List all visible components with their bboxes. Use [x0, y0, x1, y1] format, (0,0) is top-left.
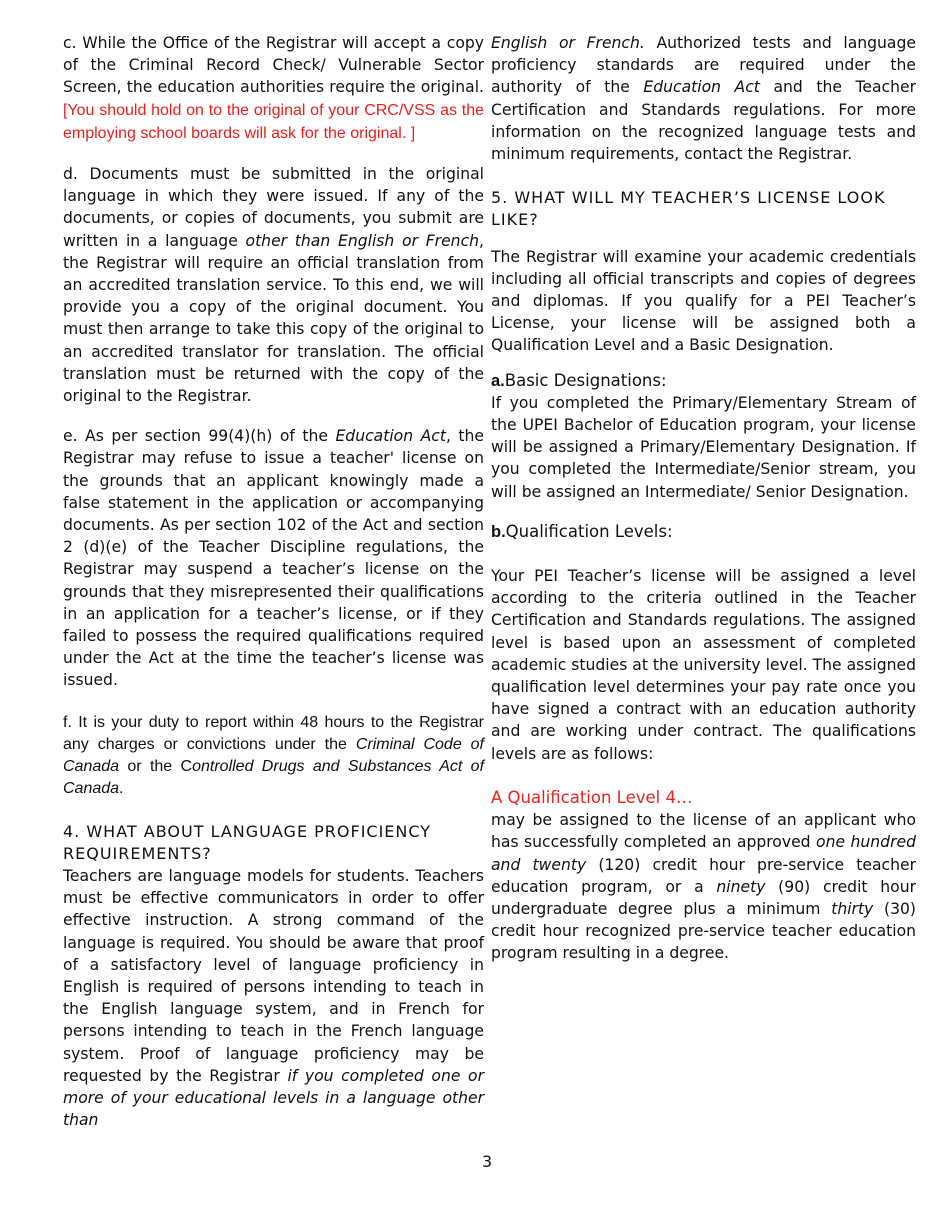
- crc-vss-note: [You should hold on to the original of your CRC/VSS as the employing school boards will ask for the original. ]: [63, 101, 484, 142]
- level-4-italic-2: ninety: [716, 877, 766, 896]
- level-4-text-2: (120) credit hour pre-service teacher education program, or a: [491, 855, 916, 896]
- basic-designations-label: Basic Designations:: [504, 370, 667, 390]
- paragraph-d-text-2: , the Registrar will require an official translation from an accredited translation service. To this end, we will provide you a copy of the original document. You must then arrange to take this copy of the original to an accredited translator for translation. The official translation must be returned with the copy of the original to the Registrar.: [63, 231, 484, 406]
- paragraph-c-text: c. While the Office of the Registrar will accept a copy of the Criminal Record Check/ Vulnerable Sector Screen, the education authorities require the original.: [63, 34, 484, 97]
- qualification-levels-body: Your PEI Teacher’s license will be assigned a level according to the criteria outlined in the Teacher Certification and Standards regulations. The assigned level is based upon an assessment of completed academic studies at the university level. The assigned qualification level determines your pay rate once you have signed a contract with an education authority and are working under contract. The qualifications levels are as follows:: [491, 567, 916, 763]
- continuation-text-1: Authorized tests and language proficiency standards are required under the authority of the: [491, 34, 916, 97]
- basic-designations-body: If you completed the Primary/Elementary Stream of the UPEI Bachelor of Education program, your license will be assigned a Primary/Elementary Designation. If you completed the Intermediate/Senior stream, you will be assigned an Intermediate/ Senior Designation.: [491, 393, 916, 501]
- section-5-body: The Registrar will examine your academic credentials including all official transcripts and copies of degrees and diplomas. If you qualify for a PEI Teacher’s License, your license will be assigned both a Qualification Level and a Basic Designation.: [491, 247, 916, 355]
- section-4-heading: 4. WHAT ABOUT LANGUAGE PROFICIENCY REQUIREMENTS?: [63, 821, 432, 863]
- paragraph-e-italic: Education Act: [335, 427, 446, 446]
- qualification-level-4-body: [491, 809, 916, 964]
- section-4-body: [63, 865, 484, 1131]
- left-column: [63, 32, 484, 1131]
- paragraph-f-text-1: f. It is your duty to report within 48 hours to the Registrar any charges or convictions under the: [63, 713, 484, 753]
- paragraph-f-italic-1: Criminal Code of Canada: [63, 735, 484, 776]
- level-4-text-3: (90) credit hour undergraduate degree plus a minimum: [491, 877, 916, 918]
- paragraph-e-text-1: e. As per section 99(4)(h) of the: [63, 427, 336, 446]
- qualification-levels-heading: [491, 521, 916, 543]
- level-4-italic-1: one hundred and twenty: [491, 833, 916, 874]
- paragraph-d-text-1: d. Documents must be submitted in the original language in which they were issued. If any of the documents, or copies of documents, you submit are written in a language: [63, 165, 484, 250]
- paragraph-c: [63, 32, 484, 145]
- qualification-levels-marker: b.: [491, 522, 506, 541]
- page-number: 3: [482, 1152, 493, 1171]
- qualification-levels-label: Qualification Levels:: [505, 521, 673, 541]
- paragraph-f-italic-2: ontrolled Drugs and Substances Act of Canada: [63, 758, 485, 798]
- paragraph-d: [63, 163, 484, 407]
- section-4-text: Teachers are language models for students. Teachers must be effective communicators in order to offer effective instruction. A strong command of the language is required. You should be aware that proof of a satisfactory level of language proficiency in English is required of persons intending to teach in the English language system, and in French for persons intending to teach in the French language system. Proof of language proficiency may be requested by the Registrar: [63, 866, 484, 1085]
- paragraph-e-text-2: , the Registrar may refuse to issue a teacher' license on the grounds that an applicant knowingly made a false statement in the application or accompanying documents. As per section 102 of the Act and section 2 (d)(e) of the Teacher Discipline regulations, the Registrar may suspend a teacher’s license on the grounds that they misrepresented their qualifications in an application for a teacher’s license, or if they failed to possess the required qualifications required under the Act at the time the teacher’s license was issued.: [63, 427, 484, 690]
- paragraph-e: [63, 425, 484, 691]
- continuation-italic: English or French.: [491, 34, 645, 52]
- right-column: [491, 32, 916, 965]
- basic-designations-marker: a.: [491, 371, 505, 390]
- paragraph-d-italic: other than English or French: [245, 231, 480, 250]
- level-4-text-1: may be assigned to the license of an applicant who has successfully completed an approved: [491, 811, 916, 852]
- level-4-text-4: (30) credit hour recognized pre-service teacher education program resulting in a degree.: [491, 899, 916, 963]
- paragraph-f-text-3: .: [119, 780, 124, 798]
- basic-designations-heading: [491, 370, 916, 392]
- continuation-italic-2: Education Act: [643, 78, 760, 97]
- paragraph-f-text-2: or the C: [119, 758, 193, 776]
- qualification-level-4-heading: A Qualification Level 4…: [491, 787, 693, 807]
- section-5-heading: 5. WHAT WILL MY TEACHER’S LICENSE LOOK LIKE?: [491, 188, 886, 230]
- section-4-italic: if you completed one or more of your educational levels in a language other than: [63, 1066, 484, 1130]
- language-continuation: [491, 32, 916, 165]
- continuation-text-2: and the Teacher Certification and Standards regulations. For more information on the recognized language tests and minimum requirements, contact the Registrar.: [491, 78, 916, 164]
- level-4-italic-3: thirty: [831, 899, 874, 918]
- paragraph-f: [63, 712, 484, 801]
